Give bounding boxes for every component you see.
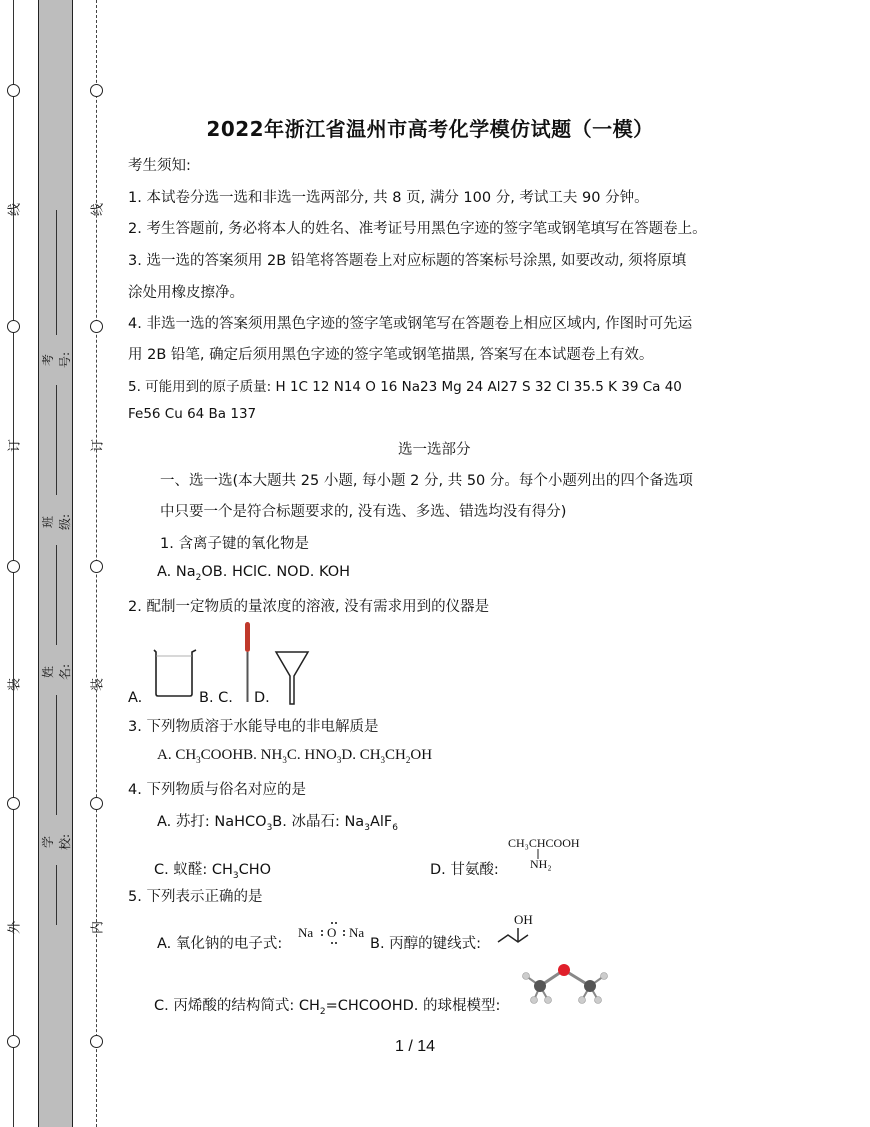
binding-hole: [7, 84, 20, 97]
question-2-stem: 2. 配制一定物质的量浓度的溶液, 没有需求用到的仪器是: [128, 599, 490, 615]
notice-item-5: 5. 可能用到的原子质量: H 1C 12 N14 O 16 Na23 Mg 24 Al27 S 32 Cl 35.5 K 39 Ca 40: [128, 379, 682, 395]
section-intro-cont: 中只要一个是符合标题要求的, 没有选、多选、错选均没有得分): [160, 504, 567, 520]
side-char-inner: 订: [90, 439, 106, 453]
page-title: 2022年浙江省温州市高考化学模仿试题（一模）: [206, 117, 654, 141]
side-char-inner: 内: [90, 921, 106, 935]
binding-hole: [7, 797, 20, 810]
electron-formula-na-left: Na: [298, 925, 314, 940]
glycine-structure-top: CH₃CHCOOH: [508, 836, 580, 850]
question-4-option-c: C. 蚁醛: $CH_3CHO$: [154, 862, 272, 881]
question-3-stem: 3. 下列物质溶于水能导电的非电解质是: [128, 719, 379, 735]
side-char-outer: 线: [7, 203, 23, 217]
binding-hole: [7, 560, 20, 573]
field-exam-number[interactable]: 考号:: [41, 351, 72, 369]
question-1-stem: 1. 含离子键的氧化物是: [160, 536, 309, 552]
electron-formula-o: O: [327, 925, 337, 940]
section-intro: 一、选一选(本大题共 25 小题, 每小题 2 分, 共 50 分。每个小题列出的四个备选项: [160, 473, 693, 489]
question-4-option-d: D. 甘氨酸:: [430, 862, 499, 878]
notice-item-5-cont: Fe56 Cu 64 Ba 137: [128, 406, 257, 422]
side-char-inner: 线: [90, 203, 106, 217]
question-5-option-cd: C. 丙烯酸的结构简式: $CH_2=CHCOOHD$. 的球棍模型:: [154, 998, 501, 1017]
question-4-option-ab: A. 苏打: NaHCO$_3$B. 冰晶石: $Na_3AlF_6$: [157, 814, 398, 833]
funnel-icon: [274, 650, 310, 706]
notice-item-3: 3. 选一选的答案须用 2B 铅笔将答题卷上对应标题的答案标号涂黑, 如要改动, 须将原填: [128, 253, 687, 269]
binding-hole: [90, 797, 103, 810]
question-1-options: A. $Na_2OB$. HClC. NOD. KOH: [157, 564, 351, 583]
propanol-oh: OH: [514, 912, 533, 927]
side-char-inner: 装: [90, 678, 106, 692]
question-5-option-b: B. 丙醇的键线式:: [370, 936, 482, 952]
side-char-outer: 装: [7, 678, 23, 692]
binding-hole: [90, 84, 103, 97]
section-title: 选一选部分: [398, 442, 471, 458]
notice-item-3-cont: 涂处用橡皮擦净。: [128, 285, 244, 301]
field-name[interactable]: 姓名:: [41, 663, 72, 681]
notice-item-1: 1. 本试卷分选一选和非选一选两部分, 共 8 页, 满分 100 分, 考试工夫 90 分钟。: [128, 190, 649, 206]
binding-hole: [7, 320, 20, 333]
field-line: [56, 385, 57, 495]
glycine-structure-bottom: NH₂: [530, 857, 552, 871]
notice-heading: 考生须知:: [128, 158, 191, 174]
field-class[interactable]: 班级:: [41, 513, 72, 531]
electron-formula-na-right: Na: [349, 925, 365, 940]
electron-dots: [318, 921, 348, 947]
beaker-icon: [150, 648, 200, 698]
question-4-stem: 4. 下列物质与俗名对应的是: [128, 782, 306, 798]
notice-item-4: 4. 非选一选的答案须用黑色字迹的签字笔或钢笔写在答题卷上相应区域内, 作图时可先运: [128, 316, 693, 332]
side-char-outer: 外: [7, 921, 23, 935]
propanol-skeleton: [496, 924, 536, 946]
field-line: [56, 210, 57, 335]
option-a-label: A.: [128, 690, 143, 706]
field-line: [56, 545, 57, 645]
binding-hole: [90, 1035, 103, 1048]
ball-and-stick-model-icon: [518, 962, 612, 1006]
field-line: [56, 865, 57, 925]
notice-item-4-cont: 用 2B 铅笔, 确定后须用黑色字迹的签字笔或钢笔描黑, 答案写在本试题卷上有效。: [128, 347, 654, 363]
page-number: 1 / 14: [395, 1038, 436, 1055]
side-char-outer: 订: [7, 439, 23, 453]
question-5-option-a: A. 氧化钠的电子式:: [157, 936, 283, 952]
option-bc-label: B. C.: [199, 690, 233, 706]
option-d-label: D.: [254, 690, 270, 706]
binding-hole: [90, 320, 103, 333]
field-school[interactable]: 学校:: [41, 833, 72, 851]
binding-hole: [7, 1035, 20, 1048]
notice-item-2: 2. 考生答题前, 务必将本人的姓名、准考证号用黑色字迹的签字笔或钢笔填写在答题卷上。: [128, 221, 707, 237]
binding-hole: [90, 560, 103, 573]
field-line: [56, 695, 57, 815]
question-3-options: A. $CH_3COOHB$. $NH_3C$. $HNO_3D$. $CH_3CH_2OH$: [157, 747, 433, 765]
question-5-stem: 5. 下列表示正确的是: [128, 889, 263, 905]
